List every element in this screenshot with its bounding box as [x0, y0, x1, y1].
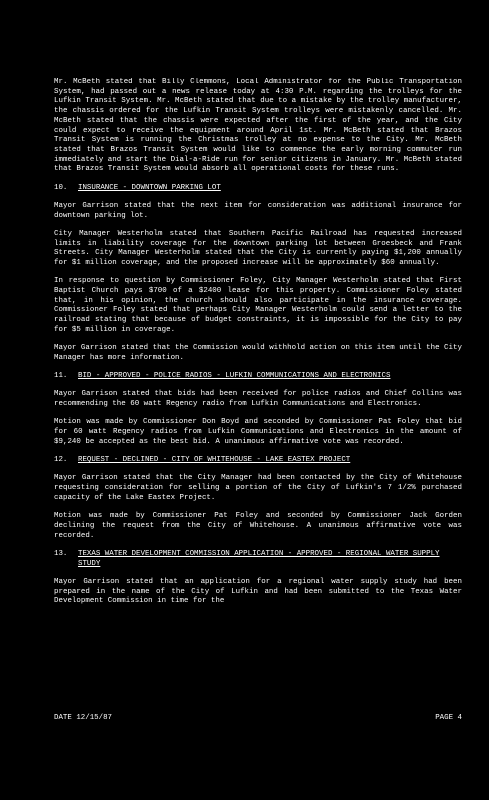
paragraph-whitehouse-motion: Motion was made by Commissioner Pat Foley and seconded by Commissioner Jack Gorden declining the request from the City of Whitehouse. A unanimous affirmative vote was recorded. [54, 512, 462, 540]
paragraph-insurance-discussion: In response to question by Commissioner Foley, City Manager Westerholm stated that First Baptist Church pays $700 of a $2400 lease for this property. Commissioner Foley stated that, in his opinion, the church should also participate in the insurance coverage. Commissioner Foley stated that perhaps City Manager Westerholm could send a letter to the railroad stating that because of budget constraints, it is impossible for the City to pay for $5 million in coverage. [54, 277, 462, 334]
section-title: BID - APPROVED - POLICE RADIOS - LUFKIN COMMUNICATIONS AND ELECTRONICS [78, 372, 391, 381]
section-number: 10. [54, 183, 68, 192]
section-number: 12. [54, 456, 68, 465]
minutes-page [54, 78, 462, 728]
section-number: 11. [54, 372, 68, 381]
section-heading-water-study [54, 550, 462, 569]
section-title: INSURANCE - DOWNTOWN PARKING LOT [78, 183, 221, 192]
page-footer [54, 714, 462, 724]
section-title: TEXAS WATER DEVELOPMENT COMMISSION APPLICATION - APPROVED - REGIONAL WATER SUPPLY STUDY [78, 549, 440, 568]
paragraph-radios-motion: Motion was made by Commissioner Don Boyd and seconded by Commissioner Pat Foley that bid for 60 watt Regency radios from Lufkin Communications and Electronics in the amount of $9,240 be accepted as the best bid. A unanimous affirmative vote was recorded. [54, 418, 462, 446]
section-heading-insurance [54, 184, 462, 194]
paragraph-transit-trolleys: Mr. McBeth stated that Billy Clemmons, Local Administrator for the Public Transportation System, had passed out a news release today at 4:30 P.M. regarding the trolleys for the Lufkin Transit System. Mr. McBeth stated that due to a mistake by the trolley manufacturer, the chassis ordered for the Lufkin Transit System trolleys were mistakenly cancelled. Mr. McBeth stated that the chassis were expected after the first of the year, and the City could expect to receive the equipment around April 1st. Mr. McBeth stated that Brazos Transit System is running the Christmas trolley at no expense to the City. Mr. McBeth stated that Brazos Transit System would like to commence the early morning commuter run immediately and start the Dial-a-Ride run for senior citizens in January. Mr. McBeth stated that Brazos Transit System would absorb all operational costs for these runs. [54, 78, 462, 174]
paragraph-water-study: Mayor Garrison stated that an application for a regional water supply study had been prepared in the name of the City of Lufkin and had been submitted to the Texas Water Development Commission in time for the [54, 577, 462, 606]
paragraph-insurance-coverage: City Manager Westerholm stated that Southern Pacific Railroad has requested increased limits in liability coverage for the downtown parking lot between Groesbeck and Frank Streets. City Manager Westerholm stated that the City is currently paying $1,200 annually for $1 million coverage, and the proposed increase will be approximately $60 annually. [54, 229, 462, 268]
section-title: REQUEST - DECLINED - CITY OF WHITEHOUSE - LAKE EASTEX PROJECT [78, 456, 351, 465]
section-heading-police-radios [54, 372, 462, 382]
paragraph-insurance-action: Mayor Garrison stated that the Commission would withhold action on this item until the City Manager has more information. [54, 344, 462, 362]
footer-date: DATE 12/15/87 [54, 714, 113, 722]
paragraph-radios-bids: Mayor Garrison stated that bids had been received for police radios and Chief Collins was recommending the 60 watt Regency radio from Lufkin Communications and Electronics. [54, 390, 462, 409]
section-number: 13. [54, 549, 68, 558]
paragraph-insurance-intro: Mayor Garrison stated that the next item for consideration was additional insurance for downtown parking lot. [54, 201, 462, 220]
paragraph-whitehouse-request: Mayor Garrison stated that the City Manager had been contacted by the City of Whitehouse requesting consideration for selling a portion of the City of Lufkin's 7 1/2% purchased capacity of the Lake Eastex Project. [54, 474, 462, 502]
footer-page-number: PAGE 4 [435, 714, 462, 722]
section-heading-whitehouse [54, 456, 462, 466]
